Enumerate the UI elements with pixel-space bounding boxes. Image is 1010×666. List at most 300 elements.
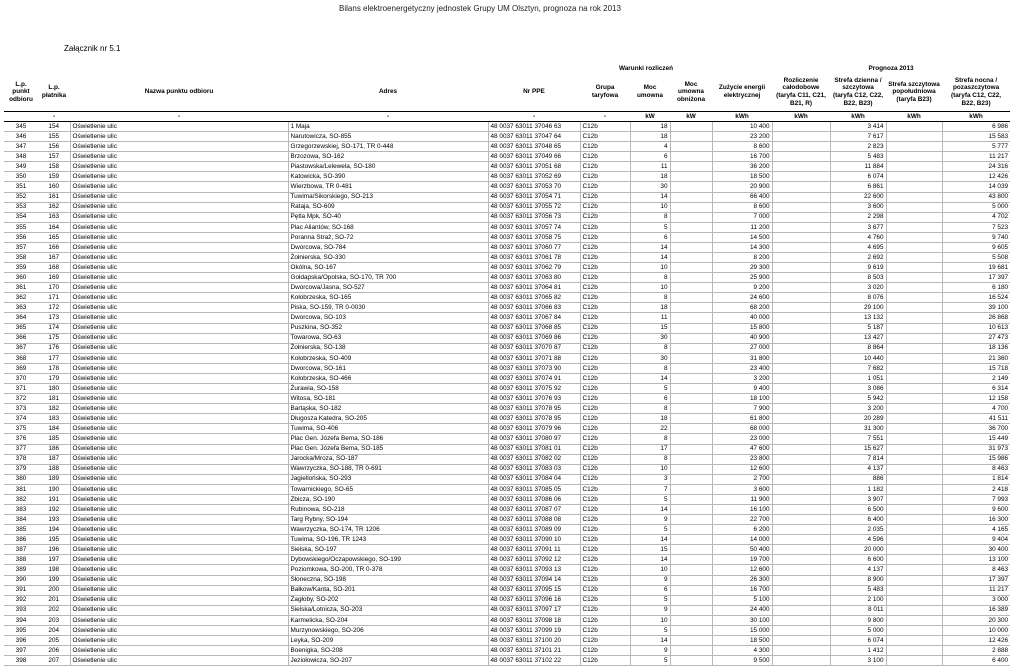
- table-cell: 200: [38, 585, 70, 595]
- table-cell: 16 524: [942, 293, 1010, 303]
- table-cell: 48 0037 63011 37061 78: [488, 253, 580, 263]
- table-cell: Oświetlenie ulic: [70, 182, 288, 192]
- table-cell: 156: [38, 142, 70, 152]
- table-cell: 20 300: [942, 615, 1010, 625]
- table-cell: [670, 212, 712, 222]
- table-cell: [670, 202, 712, 212]
- table-cell: [772, 343, 830, 353]
- table-cell: Oświetlenie ulic: [70, 454, 288, 464]
- table-cell: C12b: [580, 515, 630, 525]
- table-cell: Oświetlenie ulic: [70, 202, 288, 212]
- table-cell: 48 0037 63011 37096 16: [488, 595, 580, 605]
- table-cell: 48 0037 63011 37055 72: [488, 202, 580, 212]
- unit-cell: -: [70, 112, 288, 122]
- table-row: [4, 132, 1010, 142]
- table-row: [4, 363, 1010, 373]
- table-cell: 21 360: [942, 353, 1010, 363]
- table-cell: [886, 373, 942, 383]
- table-cell: 363: [4, 303, 38, 313]
- table-cell: 48 0037 63011 37057 74: [488, 222, 580, 232]
- table-cell: [670, 373, 712, 383]
- table-cell: 7 682: [830, 363, 886, 373]
- table-cell: 48 0037 63011 37079 96: [488, 424, 580, 434]
- table-cell: 8 200: [712, 253, 772, 263]
- table-cell: [772, 132, 830, 142]
- table-cell: 174: [38, 323, 70, 333]
- table-cell: 8: [630, 434, 670, 444]
- table-cell: 351: [4, 182, 38, 192]
- table-cell: 48 0037 63011 37062 79: [488, 263, 580, 273]
- table-cell: C12b: [580, 172, 630, 182]
- table-cell: 348: [4, 152, 38, 162]
- table-cell: [886, 172, 942, 182]
- table-cell: [772, 313, 830, 323]
- table-cell: Oświetlenie ulic: [70, 414, 288, 424]
- unit-cell: -: [288, 112, 488, 122]
- table-cell: 48 0037 63011 37092 12: [488, 555, 580, 565]
- table-cell: 352: [4, 192, 38, 202]
- table-cell: 11: [630, 313, 670, 323]
- table-row: [4, 273, 1010, 283]
- table-cell: Oświetlenie ulic: [70, 404, 288, 414]
- table-cell: 2 700: [712, 474, 772, 484]
- table-row: [4, 293, 1010, 303]
- table-cell: 376: [4, 434, 38, 444]
- table-cell: 14 500: [712, 232, 772, 242]
- table-cell: Narutowicza, SO-855: [288, 132, 488, 142]
- table-cell: C12b: [580, 454, 630, 464]
- table-cell: [886, 434, 942, 444]
- table-cell: 206: [38, 646, 70, 656]
- table-cell: 30: [630, 353, 670, 363]
- table-cell: 25 900: [712, 273, 772, 283]
- table-cell: 39 100: [942, 303, 1010, 313]
- table-cell: 36 200: [712, 162, 772, 172]
- table-cell: [670, 464, 712, 474]
- table-cell: 17 397: [942, 273, 1010, 283]
- table-cell: [670, 635, 712, 645]
- table-cell: 354: [4, 212, 38, 222]
- table-cell: 4 300: [712, 646, 772, 656]
- table-cell: 48 0037 63011 37099 19: [488, 625, 580, 635]
- table-cell: C12b: [580, 394, 630, 404]
- table-cell: 18: [630, 414, 670, 424]
- table-cell: 5 942: [830, 394, 886, 404]
- table-cell: [772, 515, 830, 525]
- table-cell: 48 0037 63011 37069 86: [488, 333, 580, 343]
- table-cell: 366: [4, 333, 38, 343]
- table-cell: 10: [630, 283, 670, 293]
- table-cell: Oświetlenie ulic: [70, 253, 288, 263]
- table-cell: [886, 142, 942, 152]
- table-cell: 5: [630, 656, 670, 666]
- table-row: [4, 283, 1010, 293]
- table-cell: C12b: [580, 656, 630, 666]
- table-cell: C12b: [580, 202, 630, 212]
- table-cell: [886, 565, 942, 575]
- units-row: [4, 112, 1010, 122]
- table-row: [4, 414, 1010, 424]
- table-cell: [670, 132, 712, 142]
- table-row: [4, 232, 1010, 242]
- table-cell: Karmelicka, SO-204: [288, 615, 488, 625]
- table-row: [4, 494, 1010, 504]
- table-cell: 15 627: [830, 444, 886, 454]
- column-header: Rozliczenie całodobowe (taryfa C11, C21, B21, R): [776, 76, 826, 107]
- table-cell: [886, 625, 942, 635]
- table-cell: Kołobrzeska, SO-466: [288, 373, 488, 383]
- table-cell: 191: [38, 494, 70, 504]
- table-cell: [772, 444, 830, 454]
- table-cell: 371: [4, 384, 38, 394]
- table-cell: 20 000: [830, 545, 886, 555]
- table-cell: 392: [4, 595, 38, 605]
- table-row: [4, 122, 1010, 132]
- table-cell: 24 600: [712, 293, 772, 303]
- table-cell: Oświetlenie ulic: [70, 152, 288, 162]
- table-cell: 201: [38, 595, 70, 605]
- table-cell: 347: [4, 142, 38, 152]
- table-cell: Oświetlenie ulic: [70, 585, 288, 595]
- table-cell: [886, 192, 942, 202]
- table-cell: Oświetlenie ulic: [70, 656, 288, 666]
- table-cell: Słoneczna, SO-198: [288, 575, 488, 585]
- table-cell: [886, 605, 942, 615]
- table-cell: 27 473: [942, 333, 1010, 343]
- table-cell: 9 600: [942, 504, 1010, 514]
- table-cell: [772, 585, 830, 595]
- table-cell: [772, 333, 830, 343]
- table-cell: Oświetlenie ulic: [70, 212, 288, 222]
- table-cell: 175: [38, 333, 70, 343]
- table-cell: 48 0037 63011 37073 90: [488, 363, 580, 373]
- table-cell: 358: [4, 253, 38, 263]
- table-row: [4, 353, 1010, 363]
- table-cell: 9 404: [942, 535, 1010, 545]
- table-cell: C12b: [580, 625, 630, 635]
- table-cell: 48 0037 63011 37053 70: [488, 182, 580, 192]
- table-cell: 202: [38, 605, 70, 615]
- table-cell: 195: [38, 535, 70, 545]
- table-cell: C12b: [580, 384, 630, 394]
- table-cell: Tuwima/Sikorskiego, SO-213: [288, 192, 488, 202]
- table-cell: 18: [630, 172, 670, 182]
- group-header-warunki: Warunki rozliczeń: [618, 64, 674, 72]
- table-cell: 188: [38, 464, 70, 474]
- table-cell: [886, 353, 942, 363]
- table-cell: 14: [630, 555, 670, 565]
- table-cell: [886, 615, 942, 625]
- table-cell: 3 907: [830, 494, 886, 504]
- table-cell: 48 0037 63011 37051 68: [488, 162, 580, 172]
- table-cell: 15 449: [942, 434, 1010, 444]
- table-cell: 353: [4, 202, 38, 212]
- table-cell: 9: [630, 575, 670, 585]
- table-cell: Oświetlenie ulic: [70, 575, 288, 585]
- table-cell: 396: [4, 635, 38, 645]
- table-cell: Boenigka, SO-208: [288, 646, 488, 656]
- table-cell: 7 523: [942, 222, 1010, 232]
- table-cell: 15 718: [942, 363, 1010, 373]
- table-cell: 8: [630, 363, 670, 373]
- table-cell: Witosa, SO-181: [288, 394, 488, 404]
- table-cell: Oświetlenie ulic: [70, 434, 288, 444]
- unit-cell: kWh: [830, 112, 886, 122]
- table-cell: [670, 555, 712, 565]
- table-cell: 5 100: [712, 595, 772, 605]
- table-cell: 1 814: [942, 474, 1010, 484]
- table-cell: 391: [4, 585, 38, 595]
- table-cell: 1 412: [830, 646, 886, 656]
- table-cell: 380: [4, 474, 38, 484]
- table-cell: 48 0037 63011 37048 65: [488, 142, 580, 152]
- table-cell: 176: [38, 343, 70, 353]
- table-cell: [670, 625, 712, 635]
- table-cell: 393: [4, 605, 38, 615]
- table-cell: Brzozowa, SO-162: [288, 152, 488, 162]
- table-cell: [670, 253, 712, 263]
- table-cell: 68 200: [712, 303, 772, 313]
- table-cell: [772, 656, 830, 666]
- table-cell: [772, 525, 830, 535]
- table-cell: 6 986: [942, 122, 1010, 132]
- table-cell: Oświetlenie ulic: [70, 313, 288, 323]
- table-cell: 388: [4, 555, 38, 565]
- table-cell: Okólna, SO-167: [288, 263, 488, 273]
- table-cell: Oświetlenie ulic: [70, 172, 288, 182]
- table-cell: [670, 414, 712, 424]
- table-cell: [772, 323, 830, 333]
- table-cell: 170: [38, 283, 70, 293]
- table-cell: 8 864: [830, 343, 886, 353]
- table-cell: 48 0037 63011 37076 93: [488, 394, 580, 404]
- table-cell: 12 600: [712, 565, 772, 575]
- table-cell: [772, 152, 830, 162]
- table-cell: Grzegorzewskiej, SO-171, TR 0-448: [288, 142, 488, 152]
- table-cell: C12b: [580, 182, 630, 192]
- table-cell: 16 700: [712, 585, 772, 595]
- table-cell: C12b: [580, 464, 630, 474]
- table-cell: 160: [38, 182, 70, 192]
- unit-cell: kW: [630, 112, 670, 122]
- table-cell: 377: [4, 444, 38, 454]
- table-cell: 18 500: [712, 172, 772, 182]
- table-cell: [670, 384, 712, 394]
- table-cell: C12b: [580, 504, 630, 514]
- table-cell: 350: [4, 172, 38, 182]
- table-cell: Oświetlenie ulic: [70, 605, 288, 615]
- column-header: Grupa taryfowa: [591, 84, 619, 99]
- table-cell: Oświetlenie ulic: [70, 535, 288, 545]
- table-cell: 9: [630, 646, 670, 656]
- table-cell: [670, 585, 712, 595]
- table-row: [4, 585, 1010, 595]
- unit-cell: kWh: [712, 112, 772, 122]
- table-cell: 22 700: [712, 515, 772, 525]
- table-cell: 5 483: [830, 152, 886, 162]
- table-cell: Oświetlenie ulic: [70, 242, 288, 252]
- table-cell: C12b: [580, 565, 630, 575]
- table-cell: 3 200: [712, 373, 772, 383]
- table-cell: 7: [630, 484, 670, 494]
- table-cell: [886, 575, 942, 585]
- table-cell: C12b: [580, 313, 630, 323]
- table-cell: Oświetlenie ulic: [70, 565, 288, 575]
- table-cell: [886, 293, 942, 303]
- table-row: [4, 212, 1010, 222]
- table-cell: 379: [4, 464, 38, 474]
- table-cell: 381: [4, 484, 38, 494]
- table-cell: 6 074: [830, 172, 886, 182]
- table-cell: 5: [630, 494, 670, 504]
- table-cell: 48 0037 63011 37060 77: [488, 242, 580, 252]
- table-cell: 375: [4, 424, 38, 434]
- table-cell: 23 000: [712, 434, 772, 444]
- table-cell: 18: [630, 122, 670, 132]
- table-cell: [670, 222, 712, 232]
- table-cell: 48 0037 63011 37068 85: [488, 323, 580, 333]
- table-cell: 2 035: [830, 525, 886, 535]
- table-cell: Katowicka, SO-390: [288, 172, 488, 182]
- unit-cell: kWh: [772, 112, 830, 122]
- table-cell: Tuwima, SO-406: [288, 424, 488, 434]
- table-cell: [886, 303, 942, 313]
- table-cell: [886, 313, 942, 323]
- table-cell: 198: [38, 565, 70, 575]
- table-cell: 205: [38, 635, 70, 645]
- table-cell: [670, 313, 712, 323]
- column-header: Moc umowna: [637, 84, 663, 99]
- table-row: [4, 242, 1010, 252]
- table-cell: 6 600: [830, 555, 886, 565]
- table-cell: 5 187: [830, 323, 886, 333]
- table-cell: 169: [38, 273, 70, 283]
- table-cell: 9: [630, 605, 670, 615]
- table-cell: 360: [4, 273, 38, 283]
- table-cell: 3 100: [830, 656, 886, 666]
- table-cell: 199: [38, 575, 70, 585]
- table-row: [4, 575, 1010, 585]
- column-header: Strefa nocna / pozaszczytowa (taryfa C12, C22, B22, B23): [950, 76, 1002, 107]
- table-cell: 48 0037 63011 37065 82: [488, 293, 580, 303]
- table-row: [4, 263, 1010, 273]
- table-cell: [772, 192, 830, 202]
- table-cell: 162: [38, 202, 70, 212]
- table-cell: [670, 242, 712, 252]
- table-cell: [772, 253, 830, 263]
- table-cell: [670, 394, 712, 404]
- table-cell: 345: [4, 122, 38, 132]
- table-cell: [886, 424, 942, 434]
- table-cell: 7 000: [712, 212, 772, 222]
- table-cell: 14: [630, 242, 670, 252]
- table-cell: 48 0037 63011 37100 20: [488, 635, 580, 645]
- table-cell: Plac Gen. Józefa Bema, SO-186: [288, 434, 488, 444]
- table-cell: 48 0037 63011 37049 66: [488, 152, 580, 162]
- table-cell: [670, 343, 712, 353]
- table-row: [4, 303, 1010, 313]
- table-cell: 356: [4, 232, 38, 242]
- table-cell: 14: [630, 504, 670, 514]
- table-cell: 182: [38, 404, 70, 414]
- table-cell: Oświetlenie ulic: [70, 515, 288, 525]
- unit-cell: [4, 112, 38, 122]
- table-cell: [670, 605, 712, 615]
- table-cell: 48 0037 63011 37095 15: [488, 585, 580, 595]
- table-cell: 9 740: [942, 232, 1010, 242]
- column-header: L.p. punkt odbioru: [9, 80, 33, 103]
- table-cell: 4 596: [830, 535, 886, 545]
- table-cell: 41 511: [942, 414, 1010, 424]
- table-cell: C12b: [580, 494, 630, 504]
- table-cell: 26 868: [942, 313, 1010, 323]
- table-cell: 48 0037 63011 37052 69: [488, 172, 580, 182]
- table-cell: 378: [4, 454, 38, 464]
- table-cell: [772, 363, 830, 373]
- table-cell: 23 400: [712, 363, 772, 373]
- table-cell: [886, 162, 942, 172]
- table-cell: C12b: [580, 192, 630, 202]
- table-row: [4, 434, 1010, 444]
- table-cell: [772, 646, 830, 656]
- table-row: [4, 192, 1010, 202]
- table-cell: 11 217: [942, 585, 1010, 595]
- table-cell: 6 200: [712, 525, 772, 535]
- table-cell: [670, 404, 712, 414]
- table-cell: Wawrzyczka, SO-174, TR 1206: [288, 525, 488, 535]
- table-cell: 2 418: [942, 484, 1010, 494]
- table-cell: Gołdapska/Opolska, SO-170, TR 700: [288, 273, 488, 283]
- table-cell: Oświetlenie ulic: [70, 545, 288, 555]
- table-cell: [772, 202, 830, 212]
- table-cell: 48 0037 63011 37056 73: [488, 212, 580, 222]
- table-cell: 886: [830, 474, 886, 484]
- table-cell: 14 000: [712, 535, 772, 545]
- table-cell: [670, 142, 712, 152]
- table-row: [4, 625, 1010, 635]
- table-cell: [772, 273, 830, 283]
- table-cell: 359: [4, 263, 38, 273]
- table-cell: 389: [4, 565, 38, 575]
- table-cell: 8: [630, 293, 670, 303]
- table-cell: [886, 656, 942, 666]
- table-cell: [670, 152, 712, 162]
- table-cell: [772, 232, 830, 242]
- table-cell: 9 500: [712, 656, 772, 666]
- table-cell: 357: [4, 242, 38, 252]
- table-cell: 17: [630, 444, 670, 454]
- table-row: [4, 565, 1010, 575]
- table-cell: [886, 122, 942, 132]
- table-row: [4, 646, 1010, 656]
- table-cell: C12b: [580, 263, 630, 273]
- table-cell: 3 086: [830, 384, 886, 394]
- table-cell: 1 182: [830, 484, 886, 494]
- table-cell: 30: [630, 182, 670, 192]
- table-cell: 364: [4, 313, 38, 323]
- table-cell: 5: [630, 222, 670, 232]
- table-cell: Wierzbowa, TR 0-481: [288, 182, 488, 192]
- table-cell: 355: [4, 222, 38, 232]
- table-cell: 18 136: [942, 343, 1010, 353]
- table-cell: [670, 494, 712, 504]
- table-cell: [772, 545, 830, 555]
- table-cell: 48 0037 63011 37102 22: [488, 656, 580, 666]
- table-cell: Oświetlenie ulic: [70, 615, 288, 625]
- table-cell: Jagiellońska, SO-293: [288, 474, 488, 484]
- table-cell: 365: [4, 323, 38, 333]
- table-cell: 368: [4, 353, 38, 363]
